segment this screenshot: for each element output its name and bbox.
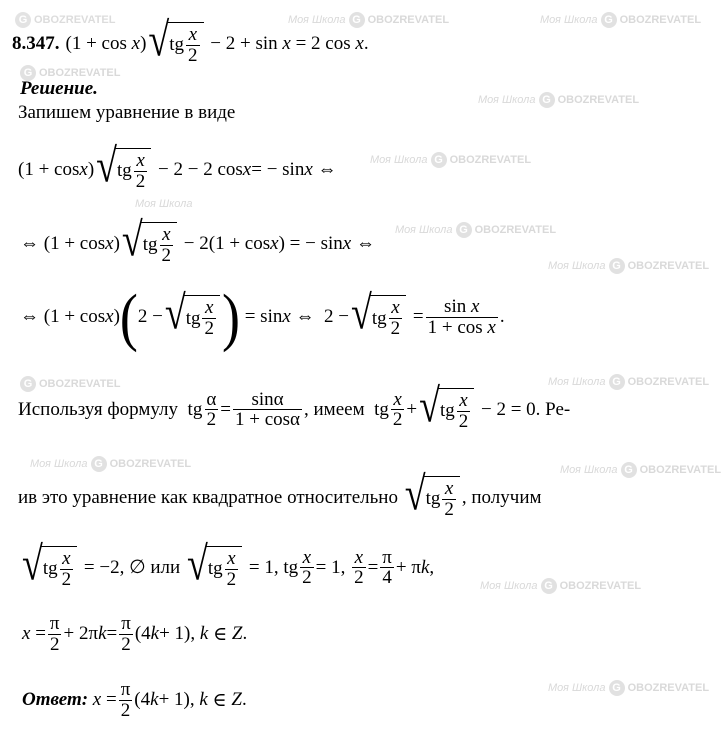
watermark: [480, 578, 641, 594]
watermark-logo-icon: G: [20, 376, 36, 392]
watermark-brand: OBOZREVATEL: [39, 66, 121, 79]
equation-step-2: ⇔ (1 + cos x ) √ tg $\frac{x}{2}$ − 2(1 + cos x ) = − sin x ⇔: [20, 214, 375, 267]
watermark-school: Моя Школа: [548, 375, 606, 388]
eq-zero-text: − 2 = 0. Ре-: [481, 398, 571, 420]
watermark-school: Моя Школа: [560, 463, 618, 476]
answer-label: Ответ:: [22, 689, 89, 711]
roots-line: √ tg $\frac{x}{2}$ = −2, ∅ или √ tg $\frac{x}{2}$ = 1, tg $\frac{x}{2}$ = 1, $\frac{x}{2}$ = $\frac{\pi}{4}$ + π k ,: [22, 538, 435, 591]
equiv-icon: ⇔: [20, 306, 39, 327]
fraction: $\frac{\pi}{4}$: [382, 546, 392, 589]
sqrt: √ tg $\frac{x}{2}$: [96, 148, 151, 192]
watermark-school: Моя Школа: [370, 153, 428, 166]
watermark-brand: OBOZREVATEL: [557, 93, 640, 106]
solution-x-line: x = $\frac{\pi}{2}$ + 2π k = $\frac{\pi}{2}$ (4 k + 1), k ∈ Z .: [22, 613, 248, 655]
watermark-logo-icon: G: [539, 92, 555, 108]
watermark-logo-icon: G: [609, 680, 625, 696]
watermark-logo-icon: G: [91, 456, 107, 472]
element-of-icon: ∈: [212, 689, 227, 711]
sqrt: √ tg $\frac{x}{2}$: [22, 546, 77, 590]
equiv-icon: ⇔: [317, 158, 337, 180]
watermark: [560, 462, 721, 478]
answer-line: Ответ: x = $\frac{\pi}{2}$ (4 k + 1), k ∈ Z .: [22, 679, 247, 721]
watermark: [478, 92, 639, 108]
watermark-brand: OBOZREVATEL: [627, 375, 710, 388]
watermark-brand: OBOZREVATEL: [627, 259, 710, 272]
eq-part: − 2 + sin x = 2 cos x.: [205, 32, 369, 54]
element-of-icon: ∈: [213, 623, 228, 645]
watermark-school: Моя Школа: [540, 13, 598, 26]
fraction: $\frac{\pi}{2}$: [49, 613, 60, 655]
watermark-brand: OBOZREVATEL: [639, 463, 721, 476]
fraction: $\frac{x}{2}$: [302, 546, 312, 589]
quadratic-line: [18, 468, 542, 521]
equation-step-3: ⇔ (1 + cos x ) ( 2 − √ tg $\frac{x}{2}$ ) = sin x ⇔ 2 − √ tg $\frac{x}{2}$ = $\frac{\text{sin x}}{\text{1 + cos x}}$ .: [20, 281, 505, 353]
watermark-brand: OBOZREVATEL: [627, 681, 710, 694]
watermark: [135, 198, 193, 210]
fraction: $\frac{\pi}{2}$: [121, 613, 131, 655]
watermark: [30, 456, 191, 472]
watermark-brand: OBOZREVATEL: [109, 457, 192, 470]
watermark: [548, 680, 709, 696]
watermark-brand: OBOZREVATEL: [34, 13, 116, 26]
watermark-brand: OBOZREVATEL: [39, 377, 121, 390]
watermark-logo-icon: G: [621, 462, 637, 478]
watermark-logo-icon: G: [431, 152, 447, 168]
watermark: [548, 374, 709, 390]
watermark: [370, 152, 531, 168]
fraction: $\frac{x}{2}$: [354, 546, 364, 589]
sqrt: √ tg $\frac{x}{2}$: [187, 546, 242, 590]
watermark-logo-icon: G: [541, 578, 557, 594]
solution-label: Решение.: [20, 78, 98, 99]
equiv-icon: ⇔: [355, 232, 375, 254]
fraction: $\frac{\text{sin x}}{\text{1 + cos x}}$: [427, 295, 496, 338]
we-have-text: , имеем: [304, 398, 365, 420]
intro-text: Запишем уравнение в виде: [18, 102, 236, 123]
watermark-school: Моя Школа: [548, 681, 606, 694]
equation-step-1: (1 + cos x ) √ tg $\frac{x}{2}$ − 2 − 2 cos x = − sin x ⇔: [18, 140, 337, 193]
get-text: , получим: [461, 486, 542, 508]
equiv-icon: ⇔: [295, 306, 315, 327]
fraction: $\frac{\sin\alpha}{1 + \cos\alpha}$: [235, 388, 301, 431]
fraction: $\frac{x}{2}$: [392, 388, 403, 431]
watermark: [540, 12, 701, 28]
sqrt: √ tg $\frac{x}{2}$: [419, 388, 474, 432]
watermark-brand: OBOZREVATEL: [449, 153, 532, 166]
watermark: [395, 222, 556, 238]
watermark-logo-icon: G: [15, 12, 31, 28]
watermark-logo-icon: G: [601, 12, 617, 28]
watermark-brand: OBOZREVATEL: [474, 223, 557, 236]
watermark-logo-icon: G: [609, 374, 625, 390]
watermark-school: Моя Школа: [480, 579, 538, 592]
watermark-logo-icon: G: [20, 65, 36, 81]
watermark-logo-icon: G: [609, 258, 625, 274]
sqrt: √ tg $\frac{x}{2}$: [351, 295, 406, 339]
eq-part: (1 + cos x): [65, 32, 147, 54]
fraction: $\frac{\pi}{2}$: [120, 679, 131, 721]
watermark-school: Моя Школа: [478, 93, 536, 106]
watermark-brand: OBOZREVATEL: [559, 579, 642, 592]
sqrt: √ tg $\frac{x}{2}$: [122, 222, 177, 266]
watermark-logo-icon: G: [456, 222, 472, 238]
watermark-brand: OBOZREVATEL: [367, 13, 450, 26]
watermark-school: Моя Школа: [548, 259, 606, 272]
problem-number: 8.347.: [12, 32, 60, 54]
watermark-school: Моя Школа: [395, 223, 453, 236]
fraction: $\frac{\alpha}{2}$: [206, 388, 217, 431]
empty-set-icon: ∅: [129, 557, 146, 579]
sqrt: √ tg $\frac{x}{2}$: [165, 295, 220, 339]
equiv-icon: ⇔: [20, 232, 39, 254]
watermark: [548, 258, 709, 274]
formula-intro: Используя формулу: [18, 398, 179, 420]
watermark-school: Моя Школа: [30, 457, 88, 470]
watermark-brand: OBOZREVATEL: [619, 13, 702, 26]
watermark-school: Моя Школа: [288, 13, 346, 26]
formula-line: Используя формулу tg $\frac{\alpha}{2}$ = $\frac{\sin\alpha}{1 + \cos\alpha}$ , имеем tg $\frac{x}{2}$ + √ tg $\frac{x}{2}$ − 2 = 0. Ре-: [18, 380, 571, 433]
sqrt: √ tg $\frac{x}{2}$: [405, 476, 460, 520]
watermark-logo-icon: G: [349, 12, 365, 28]
sqrt: √ tg $\frac{x}{2}$: [148, 22, 203, 66]
quadratic-text: ив это уравнение как квадратное относительно: [18, 486, 398, 508]
watermark-school: Моя Школа: [135, 198, 193, 210]
